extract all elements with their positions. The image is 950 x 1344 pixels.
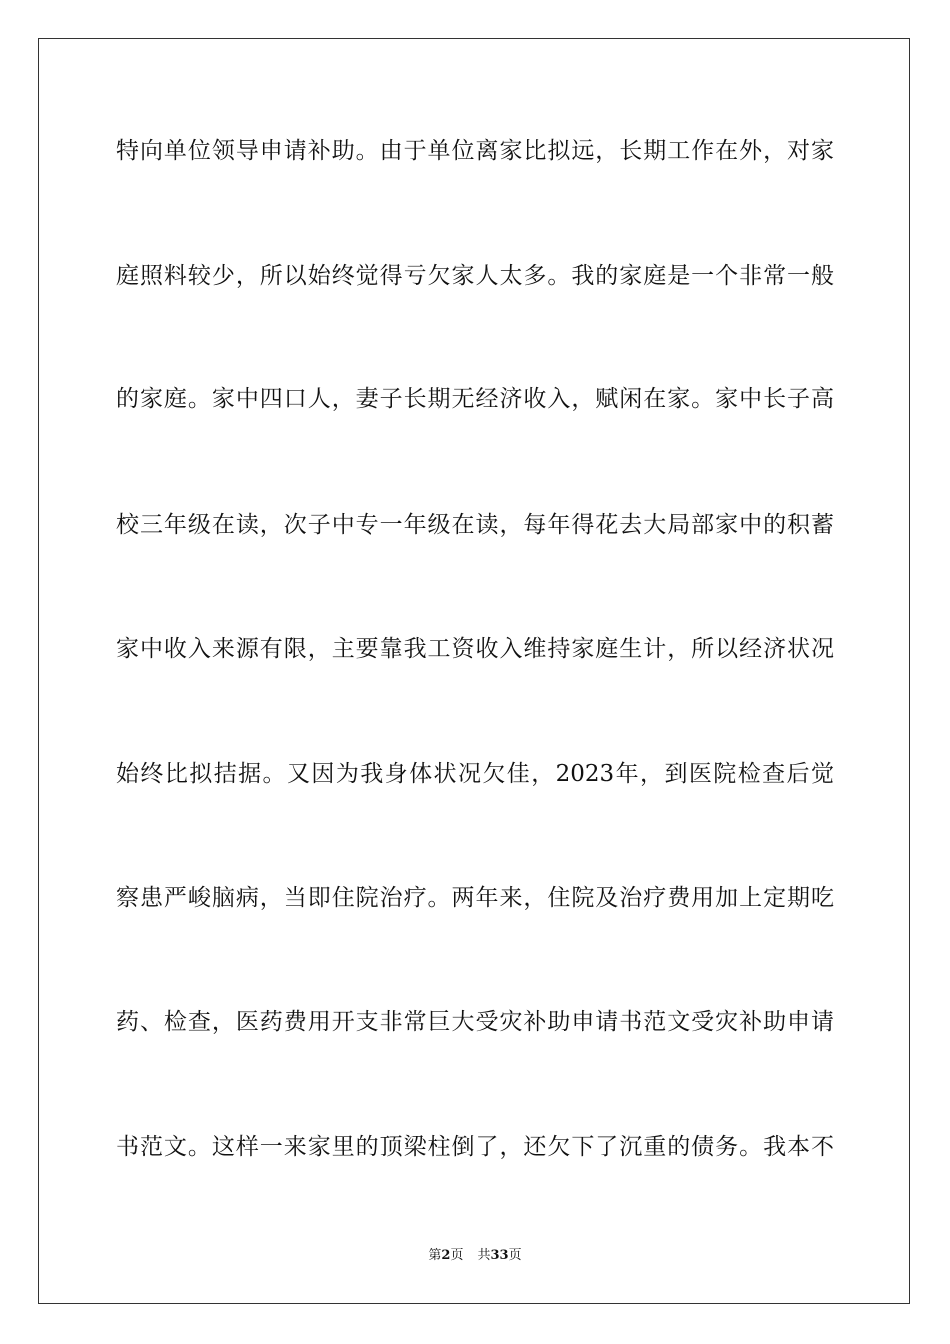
text-line-3: 的家庭。家中四口人，妻子长期无经济收入，赋闲在家。家中长子高 [116,386,834,412]
text-line-4: 校三年级在读，次子中专一年级在读，每年得花去大局部家中的积蓄 [116,512,834,538]
text-line-1: 特向单位领导申请补助。由于单位离家比拟远，长期工作在外，对家 [116,138,834,164]
total-pages-number: 33 [490,1248,509,1263]
current-page-number: 2 [441,1248,451,1263]
page-suffix: 页 [450,1248,464,1263]
page-border [38,38,910,1304]
total-prefix: 共 [477,1248,491,1263]
page-prefix: 第 [428,1248,442,1263]
total-suffix: 页 [508,1248,522,1263]
text-line-2: 庭照料较少，所以始终觉得亏欠家人太多。我的家庭是一个非常一般 [116,263,834,289]
text-line-9: 书范文。这样一来家里的顶梁柱倒了，还欠下了沉重的债务。我本不 [116,1134,834,1160]
text-line-5: 家中收入来源有限，主要靠我工资收入维持家庭生计，所以经济状况 [116,636,834,662]
text-line-7: 察患严峻脑病，当即住院治疗。两年来，住院及治疗费用加上定期吃 [116,885,834,911]
page-footer [0,1247,950,1265]
text-line-8: 药、检查，医药费用开支非常巨大受灾补助申请书范文受灾补助申请 [116,1009,834,1035]
text-line-6: 始终比拟拮据。又因为我身体状况欠佳，2023年，到医院检查后觉 [116,761,834,787]
